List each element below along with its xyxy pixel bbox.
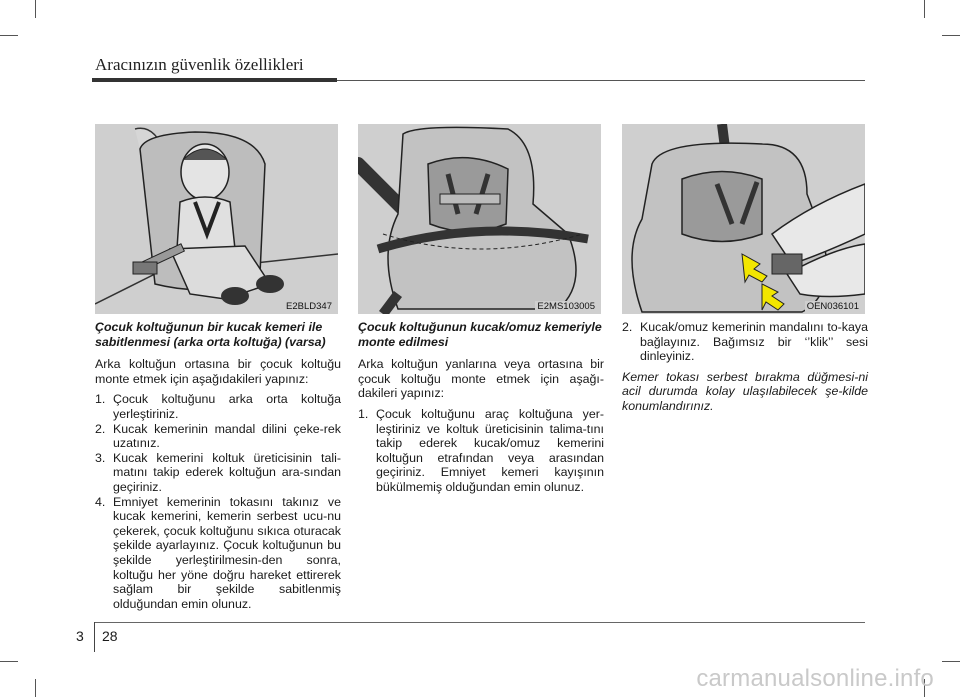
column-lap-belt-instructions	[95, 320, 341, 611]
note-text: Kemer tokası serbest bırakma düğmesi-ni acil durumda kolay ulaşılabilecek şe-kilde konumlandırınız.	[622, 369, 868, 413]
steps-list	[95, 392, 341, 611]
figure-lap-belt-child-seat	[95, 124, 338, 314]
steps-list	[622, 320, 868, 364]
child-seat-lap-belt-illustration	[95, 124, 338, 314]
header-rule-thin	[337, 80, 865, 81]
column-buckle-instructions	[622, 320, 868, 420]
figure-buckle-click	[622, 124, 865, 314]
crop-mark	[35, 679, 36, 697]
crop-mark	[942, 35, 960, 36]
footer-rule	[95, 622, 865, 623]
list-item: 4. Emniyet kemerinin tokasını takınız ve kucak kemerini, kemerin serbest ucu-nu çekerek, çocuk koltuğunu sıkıca oturacak şekilde ayarlayınız. Çocuk koltuğunun bu şekilde yerleştirilmesin-den sonra, koltuğu her yöne doğru hareket ettirerek sağlam bir şekilde sabitlenmiş olduğundan emin olunuz.	[95, 494, 341, 611]
figure-code: OEN036101	[806, 301, 859, 312]
crop-mark	[942, 661, 960, 662]
column-shoulder-belt-instructions	[358, 320, 604, 495]
page-number: 28	[102, 628, 118, 644]
figure-lap-shoulder-belt-child-seat	[358, 124, 601, 314]
intro-text: Arka koltuğun yanlarına veya ortasına bir çocuk koltuğu monte etmek için aşağı-dakileri yapınız:	[358, 357, 604, 401]
list-item: 1. Çocuk koltuğunu araç koltuğuna yer-leştiriniz ve koltuk üreticisinin talima-tını takip ederek kucak/omuz kemerini koltuğun etrafından veya arasından geçiriniz. Emniyet kemeri kayışının bükülmemiş olduğundan emin olunuz.	[358, 406, 604, 494]
crop-mark	[0, 661, 18, 662]
crop-mark	[35, 0, 36, 18]
section-number: 3	[76, 628, 84, 644]
child-seat-shoulder-belt-illustration	[358, 124, 601, 314]
header-rule	[92, 78, 337, 82]
figure-code: E2BLD347	[286, 301, 332, 312]
intro-text: Arka koltuğun ortasına bir çocuk koltuğu monte etmek için aşağıdakileri yapınız:	[95, 357, 341, 386]
list-item: 3. Kucak kemerini koltuk üreticisinin tali-matını takip ederek koltuğun ara-sından geçiriniz.	[95, 450, 341, 494]
crop-mark	[924, 0, 925, 18]
section-caption: Çocuk koltuğunun kucak/omuz kemeriyle monte edilmesi	[358, 320, 602, 349]
section-caption: Çocuk koltuğunun bir kucak kemeri ile sabitlenmesi (arka orta koltuğa) (varsa)	[95, 320, 326, 349]
page-header-title: Aracınızın güvenlik özellikleri	[95, 55, 304, 74]
list-item: 1. Çocuk koltuğunu arka orta koltuğa yerleştiriniz.	[95, 392, 341, 421]
watermark: carmanualsonline.info	[696, 665, 934, 692]
crop-mark	[0, 35, 18, 36]
figure-code: E2MS103005	[537, 301, 595, 312]
footer-divider	[94, 622, 95, 652]
list-item: 2. Kucak/omuz kemerinin mandalını to-kaya bağlayınız. Bağımsız bir ‘’klik’’ sesi dinleyiniz.	[622, 320, 868, 364]
list-item: 2. Kucak kemerinin mandal dilini çeke-rek uzatınız.	[95, 421, 341, 451]
steps-list	[358, 407, 604, 495]
buckle-click-illustration	[622, 124, 865, 314]
